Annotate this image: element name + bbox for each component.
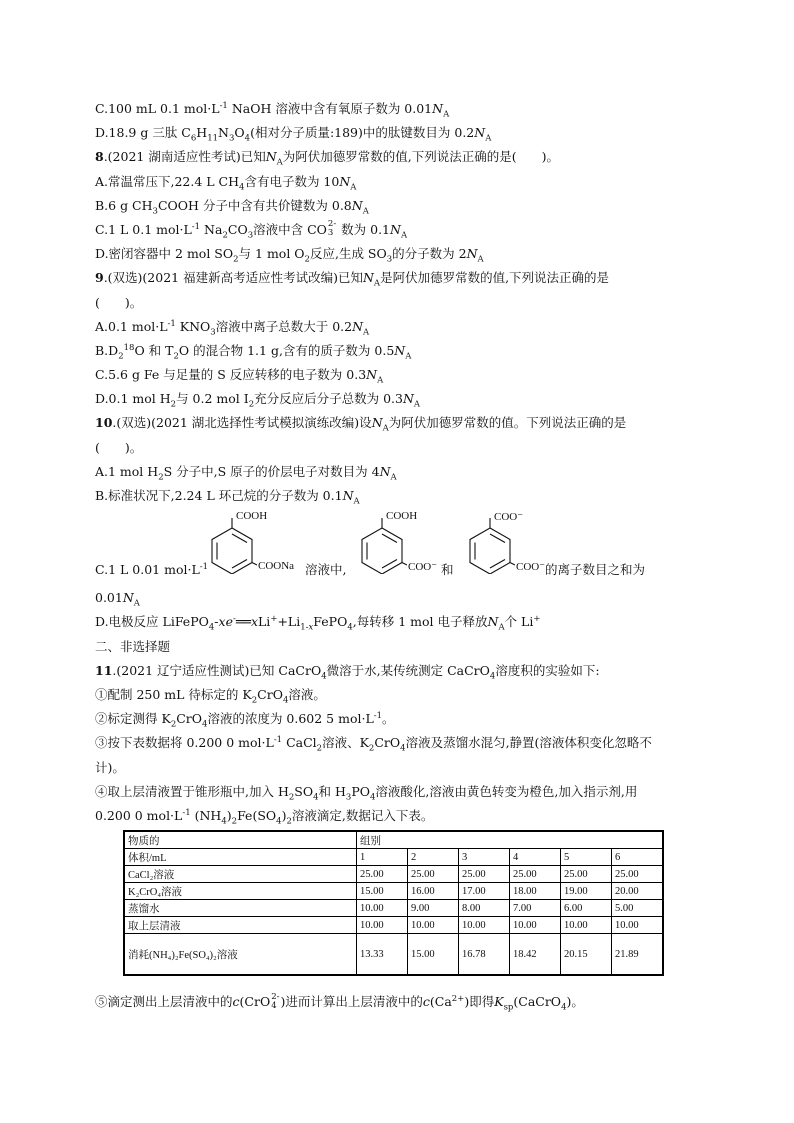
q10-stem: 10.(双选)(2021 湖北选择性考试模拟演练改编)设$N_A$为阿伏加德罗常数的值。下列说法正确的是 <box>95 415 627 434</box>
table-group-row <box>124 849 663 866</box>
table-cell: 7.00 <box>510 900 561 917</box>
q9-paren: ( )。 <box>95 294 143 310</box>
table-group-header: 4 <box>510 849 561 866</box>
data-table <box>123 830 664 976</box>
q10-option-c <box>95 508 705 586</box>
q11-step1: ①配制 250 mL 待标定的 $K_2CrO_4$溶液。 <box>95 686 326 706</box>
table-row-label: 消耗(NH₄)₂Fe(SO₄)₂溶液 <box>124 934 357 976</box>
q8-option-a: A.常温常压下,22.4 L $CH_4$含有电子数为 $10N_A$ <box>95 173 357 193</box>
table-cell: 16.78 <box>459 934 510 976</box>
table-group-header: 3 <box>459 849 510 866</box>
q8-stem: 8.(2021 湖南适应性考试)已知$N_A$为阿伏加德罗常数的值,下列说法正确的是( )。 <box>95 149 560 168</box>
table-cell: 10.00 <box>357 917 408 934</box>
table-cell: 15.00 <box>408 934 459 976</box>
benzene-ring-structure-2 <box>357 516 407 574</box>
q8-option-c: C.1 L 0.1 $mol\cdot L^{-1}$ $Na_2CO_3$溶液中含 CO 2- 3 数为 $0.1N_A$ <box>95 219 408 241</box>
table-cell: 17.00 <box>459 883 510 900</box>
table-header-row <box>124 831 663 849</box>
table-cell: 25.00 <box>510 866 561 883</box>
table-group-header: 2 <box>408 849 459 866</box>
table-cell: 6.00 <box>561 900 612 917</box>
benzene-ring-structure-3 <box>465 516 515 574</box>
q10-option-c-tail: 的离子数目之和为 <box>545 562 646 578</box>
section-title: 二、非选择题 <box>95 638 171 654</box>
data-table-wrapper <box>123 830 705 976</box>
table-cell: 20.00 <box>612 883 664 900</box>
table-row <box>124 866 663 883</box>
table-cell: 5.00 <box>612 900 664 917</box>
q10-option-c-and: 和 <box>441 562 454 578</box>
table-cell: 18.00 <box>510 883 561 900</box>
benzene-ring-structure-1 <box>207 516 257 574</box>
q10-option-b: B.标准状况下,2.24 L 环己烷的分子数为 $0.1N_A$ <box>95 488 360 507</box>
table-row-label: CaCl₂溶液 <box>124 866 357 883</box>
q10-option-c-mid: 溶液中, <box>305 562 347 578</box>
table-cell: 25.00 <box>459 866 510 883</box>
table-row-label: 取上层清液 <box>124 917 357 934</box>
table-cell: 10.00 <box>459 917 510 934</box>
table-row <box>124 934 663 976</box>
table-header-unit: 体积/mL <box>124 849 357 866</box>
table-cell: 9.00 <box>408 900 459 917</box>
q9-option-a: A.0.1 $mol\cdot L^{-1}$ $KNO_3$溶液中离子总数大于 $0.2N_A$ <box>95 318 370 338</box>
q8-option-b: B.6 g $CH_3COOH$ 分子中含有共价键数为 $0.8N_A$ <box>95 197 369 217</box>
table-row <box>124 900 663 917</box>
table-group-header: 6 <box>612 849 664 866</box>
q7-option-c: C.100 mL 0.1 $mol\cdot L^{-1}$ NaOH 溶液中含有氧原子数为 $0.01N_A$ <box>95 100 450 120</box>
q11-step4-line2: 0.200 0 $mol\cdot L^{-1}$ $(NH_4)_2Fe(SO_4)_2$溶液滴定,数据记入下表。 <box>95 807 434 827</box>
q11-step2: ②标定测得 $K_2CrO_4$溶液的浓度为 0.602 5 $mol\cdot L^{-1}$。 <box>95 710 395 730</box>
table-cell: 16.00 <box>408 883 459 900</box>
q11-step3-line2: 计)。 <box>95 759 125 775</box>
table-cell: 15.00 <box>357 883 408 900</box>
table-cell: 21.89 <box>612 934 664 976</box>
table-row <box>124 917 663 934</box>
table-cell: 10.00 <box>357 900 408 917</box>
table-cell: 8.00 <box>459 900 510 917</box>
table-cell: 25.00 <box>357 866 408 883</box>
document-page <box>95 97 705 1014</box>
table-header-group: 组别 <box>357 831 664 849</box>
q11-step4: ④取上层清液置于锥形瓶中,加入 $H_2SO_4$和 $H_3PO_4$溶液酸化,溶液由黄色转变为橙色,加入指示剂,用 <box>95 783 638 803</box>
table-row-label: K₂CrO₄溶液 <box>124 883 357 900</box>
table-cell: 25.00 <box>408 866 459 883</box>
struct2-bottom-label: COO⁻ <box>408 561 438 574</box>
q10-option-d: D.电极反应 $LiFePO_4-xe^-══xLi^++Li_{1-x}FePO_4$,每转移 1 mol 电子释放$N_A$个 Li+ <box>95 614 541 633</box>
q10-option-a: A.1 mol $H_2S$ 分子中,S 原子的价层电子对数目为 $4N_A$ <box>95 463 397 483</box>
table-cell: 25.00 <box>612 866 664 883</box>
q9-option-c: C.5.6 g Fe 与足量的 S 反应转移的电子数为 $0.3N_A$ <box>95 367 384 386</box>
struct1-bottom-label: COONa <box>258 560 295 573</box>
q9-stem: 9.(双选)(2021 福建新高考适应性考试改编)已知$N_A$是阿伏加德罗常数的值,下列说法正确的是 <box>95 270 610 289</box>
q8-option-d: D.密闭容器中 2 mol $SO_2$与 1 mol $O_2$反应,生成 $SO_3$的分子数为 $2N_A$ <box>95 246 484 265</box>
table-cell: 18.42 <box>510 934 561 976</box>
struct2-top-label: COOH <box>386 510 418 523</box>
struct3-top-label: COO⁻ <box>494 511 524 524</box>
q7-option-d: D.18.9 g 三肽 $C_6H_{11}N_3O_4$(相对分子质量:189)中的肽键数目为 $0.2N_A$ <box>95 125 492 144</box>
table-cell: 19.00 <box>561 883 612 900</box>
table-cell: 10.00 <box>561 917 612 934</box>
table-group-header: 1 <box>357 849 408 866</box>
q9-option-d: D.0.1 mol $H_2$与 0.2 mol $I_2$充分反应后分子总数为 $0.3N_A$ <box>95 391 421 410</box>
table-row-label: 蒸馏水 <box>124 900 357 917</box>
table-group-header: 5 <box>561 849 612 866</box>
q9-option-b: $B.D_2^{18}O$ 和 $T_2O$ 的混合物 1.1 g,含有的质子数为 $0.5N_A$ <box>95 342 412 362</box>
q11-stem: 11.(2021 辽宁适应性测试)已知 CaCrO$_4$微溶于水,某传统测定 CaCrO$_4$溶度积的实验如下: <box>95 662 600 682</box>
table-cell: 10.00 <box>510 917 561 934</box>
q10-option-c-text: C.1 L 0.01 $mol\cdot L^{-1}$ <box>95 562 209 578</box>
table-cell: 10.00 <box>612 917 664 934</box>
table-row <box>124 883 663 900</box>
table-cell: 20.15 <box>561 934 612 976</box>
table-cell: 10.00 <box>408 917 459 934</box>
q11-step3: ③按下表数据将 0.200 0 $mol\cdot L^{-1}$ CaCl$_2$溶液、$K_2CrO_4$溶液及蒸馏水混匀,静置(溶液体积变化忽略不 <box>95 735 652 754</box>
table-cell: 13.33 <box>357 934 408 976</box>
struct1-top-label: COOH <box>236 510 268 523</box>
table-header-label: 物质的 <box>124 831 357 849</box>
q10-paren: ( )。 <box>95 439 143 455</box>
q11-step5: ⑤滴定测出上层清液中的c(CrO 2- 4 )进而计算出上层清液中的$c(Ca^{2+})$即得$K_{sp}(CaCrO_4)$。 <box>95 991 584 1013</box>
struct3-bottom-label: COO⁻ <box>516 561 546 574</box>
table-cell: 25.00 <box>561 866 612 883</box>
q10-option-c-line2: $0.01N_A$ <box>95 590 140 609</box>
